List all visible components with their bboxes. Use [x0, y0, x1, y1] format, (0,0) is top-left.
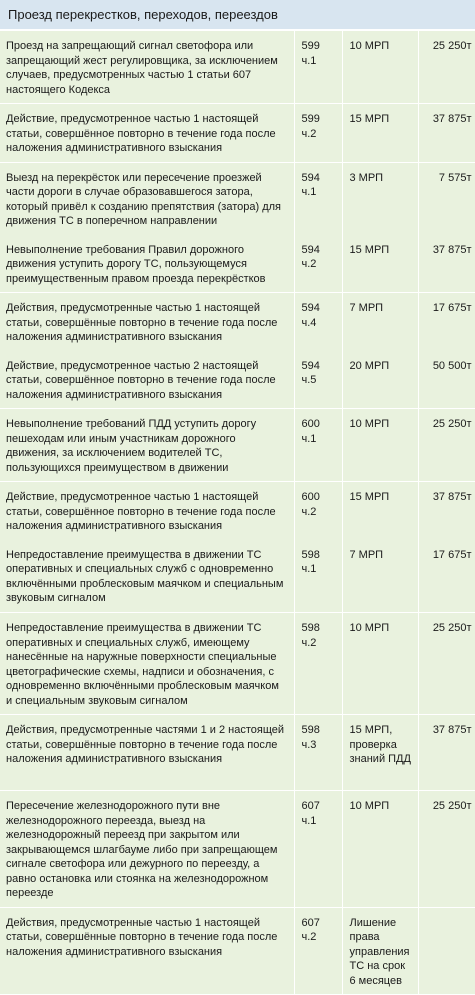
fine-amount: 25 250т [418, 613, 475, 715]
fine-amount: 50 500т [418, 351, 475, 409]
fine-amount: 25 250т [418, 31, 475, 104]
fine-amount: 37 875т [418, 482, 475, 540]
article-number: 594 ч.1 [294, 162, 342, 235]
violation-description: Непредоставление преимущества в движении ТС оперативных и специальных служб с одновременно включёнными проблесковым маячком и специальным звуковым сигналом [0, 540, 294, 613]
table-row [0, 293, 475, 351]
fine-amount: 17 675т [418, 540, 475, 613]
fine-amount: 37 875т [418, 235, 475, 293]
table-row [0, 351, 475, 409]
table-row [0, 235, 475, 293]
fine-amount: 25 250т [418, 791, 475, 908]
article-number: 598 ч.1 [294, 540, 342, 613]
section-title: Проезд перекрестков, переходов, переездов [0, 0, 475, 30]
article-number: 598 ч.3 [294, 715, 342, 791]
mrp-value: 15 МРП [342, 482, 418, 540]
article-number: 599 ч.1 [294, 31, 342, 104]
article-number: 598 ч.2 [294, 613, 342, 715]
table-row [0, 409, 475, 482]
violation-description: Действия, предусмотренные частью 1 настоящей статьи, совершённые повторно в течение года после наложения административного взыскания [0, 293, 294, 351]
mrp-value: 3 МРП [342, 162, 418, 235]
table-row [0, 482, 475, 540]
table-row [0, 540, 475, 613]
violation-description: Действие, предусмотренное частью 1 настоящей статьи, совершённое повторно в течение года после наложения административного взыскания [0, 104, 294, 163]
table-row [0, 613, 475, 715]
violation-description: Пересечение железнодорожного пути вне железнодорожного переезда, выезд на железнодорожный переезд при закрытом или закрывающемся шлагбауме либо при запрещающем сигнале светофора или дежурного по переезду, а равно остановка или стоянка на железнодорожном переезде [0, 791, 294, 908]
mrp-value: 15 МРП [342, 235, 418, 293]
fine-amount [418, 907, 475, 995]
mrp-value: 15 МРП [342, 104, 418, 163]
mrp-value: 15 МРП, проверка знаний ПДД [342, 715, 418, 791]
table-row [0, 104, 475, 163]
violation-description: Действия, предусмотренные частями 1 и 2 настоящей статьи, совершённые повторно в течение года после наложения административного взыскания [0, 715, 294, 791]
table-row [0, 907, 475, 995]
violation-description: Выезд на перекрёсток или пересечение проезжей части дороги в случае образовавшегося затора, который привёл к созданию препятствия (затора) для движения ТС в поперечном направлении [0, 162, 294, 235]
article-number: 594 ч.4 [294, 293, 342, 351]
table-row [0, 715, 475, 791]
article-number: 607 ч.1 [294, 791, 342, 908]
violation-description: Невыполнение требований ПДД уступить дорогу пешеходам или иным участникам дорожного движения, за исключением водителей ТС, пользующихся преимуществом в движении [0, 409, 294, 482]
table-row [0, 162, 475, 235]
mrp-value: 10 МРП [342, 409, 418, 482]
mrp-value: 7 МРП [342, 293, 418, 351]
mrp-value: 10 МРП [342, 613, 418, 715]
article-number: 600 ч.2 [294, 482, 342, 540]
violation-description: Действия, предусмотренные частью 1 настоящей статьи, совершённые повторно в течение года после наложения административного взыскания [0, 907, 294, 995]
mrp-value: Лишение права управления ТС на срок 6 месяцев [342, 907, 418, 995]
article-number: 594 ч.2 [294, 235, 342, 293]
mrp-value: 10 МРП [342, 791, 418, 908]
mrp-value: 20 МРП [342, 351, 418, 409]
fine-amount: 7 575т [418, 162, 475, 235]
fine-amount: 37 875т [418, 104, 475, 163]
table-row [0, 791, 475, 908]
article-number: 594 ч.5 [294, 351, 342, 409]
mrp-value: 7 МРП [342, 540, 418, 613]
fines-table [0, 31, 475, 995]
violation-description: Действие, предусмотренное частью 1 настоящей статьи, совершённое повторно в течение года после наложения административного взыскания [0, 482, 294, 540]
fine-amount: 25 250т [418, 409, 475, 482]
violation-description: Действие, предусмотренное частью 2 настоящей статьи, совершённое повторно в течение года после наложения административного взыскания [0, 351, 294, 409]
article-number: 600 ч.1 [294, 409, 342, 482]
fine-amount: 37 875т [418, 715, 475, 791]
article-number: 599 ч.2 [294, 104, 342, 163]
violation-description: Непредоставление преимущества в движении ТС оперативных и специальных служб, имеющему нанесённые на наружные поверхности специальные цветографические схемы, надписи и обозначения, с одновременно включёнными проблесковым маячком и специальным звуковым сигналом [0, 613, 294, 715]
violation-description: Невыполнение требования Правил дорожного движения уступить дорогу ТС, пользующемуся преимущественным правом проезда перекрёстков [0, 235, 294, 293]
table-row [0, 31, 475, 104]
violation-description: Проезд на запрещающий сигнал светофора или запрещающий жест регулировщика, за исключением случаев, предусмотренных частью 1 статьи 607 настоящего Кодекса [0, 31, 294, 104]
mrp-value: 10 МРП [342, 31, 418, 104]
fine-amount: 17 675т [418, 293, 475, 351]
article-number: 607 ч.2 [294, 907, 342, 995]
